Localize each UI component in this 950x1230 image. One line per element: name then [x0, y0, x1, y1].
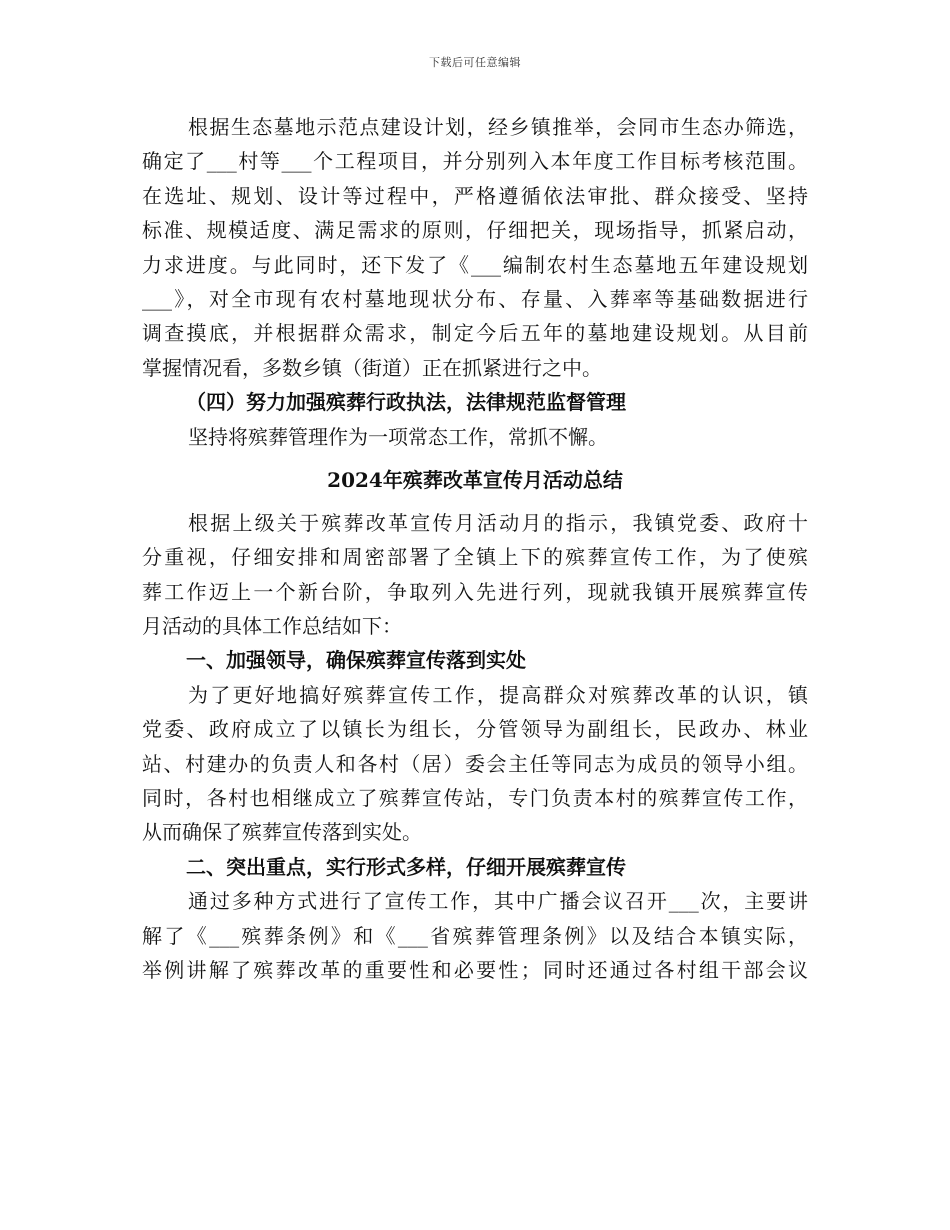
paragraph-line: 根据上级关于殡葬改革宣传月活动月的指示，我镇党委、政府十	[188, 510, 808, 535]
paragraph-line: 在选址、规划、设计等过程中，严格遵循依法审批、群众接受、坚持	[142, 183, 808, 208]
section-heading: （四）努力加强殡葬行政执法，法律规范监督管理	[186, 390, 626, 415]
paragraph-line: ___》，对全市现有农村墓地现状分布、存量、入葬率等基础数据进行	[142, 286, 808, 311]
paragraph-line: 调查摸底，并根据群众需求，制定今后五年的墓地建设规划。从目前	[142, 321, 808, 346]
document-body	[142, 110, 808, 987]
paragraph-line: 力求进度。与此同时，还下发了《___编制农村生态墓地五年建设规划	[142, 252, 808, 277]
paragraph-line: 根据生态墓地示范点建设计划，经乡镇推举，会同市生态办筛选，	[188, 115, 808, 139]
paragraph-line: 通过多种方式进行了宣传工作，其中广播会议召开___次，主要讲	[188, 889, 808, 914]
paragraph-line: 标准、规模适度、满足需求的原则，仔细把关，现场指导，抓紧启动，	[142, 218, 808, 243]
paragraph-line: 葬工作迈上一个新台阶，争取列入先进行列，现就我镇开展殡葬宣传	[142, 579, 808, 604]
paragraph-line: 为了更好地搞好殡葬宣传工作，提高群众对殡葬改革的认识，镇	[188, 682, 808, 707]
document-title: 2024年殡葬改革宣传月活动总结	[327, 467, 623, 492]
paragraph-line: 站、村建办的负责人和各村（居）委会主任等同志为成员的领导小组。	[142, 751, 808, 776]
section-heading: 二、突出重点，实行形式多样，仔细开展殡葬宣传	[186, 854, 626, 879]
paragraph-line: 党委、政府成立了以镇长为组长，分管领导为副组长，民政办、林业	[142, 717, 808, 742]
paragraph-line: 月活动的具体工作总结如下：	[142, 614, 402, 639]
paragraph-line: 分重视，仔细安排和周密部署了全镇上下的殡葬宣传工作，为了使殡	[142, 545, 808, 570]
paragraph-line: 掌握情况看，多数乡镇（街道）正在抓紧进行之中。	[142, 355, 602, 380]
paragraph-line: 同时，各村也相继成立了殡葬宣传站，专门负责本村的殡葬宣传工作，	[142, 786, 808, 811]
section-heading: 一、加强领导，确保殡葬宣传落到实处	[186, 648, 526, 673]
paragraph-line: 确定了___村等___个工程项目，并分别列入本年度工作目标考核范围。	[142, 149, 808, 174]
header-note: 下载后可任意编辑	[429, 56, 521, 69]
paragraph-line: 举例讲解了殡葬改革的重要性和必要性；同时还通过各村组干部会议	[142, 957, 808, 982]
paragraph-line: 从而确保了殡葬宣传落到实处。	[142, 820, 422, 845]
paragraph-line: 坚持将殡葬管理作为一项常态工作，常抓不懈。	[188, 424, 608, 449]
paragraph-line: 解了《___殡葬条例》和《___省殡葬管理条例》以及结合本镇实际，	[142, 923, 808, 948]
